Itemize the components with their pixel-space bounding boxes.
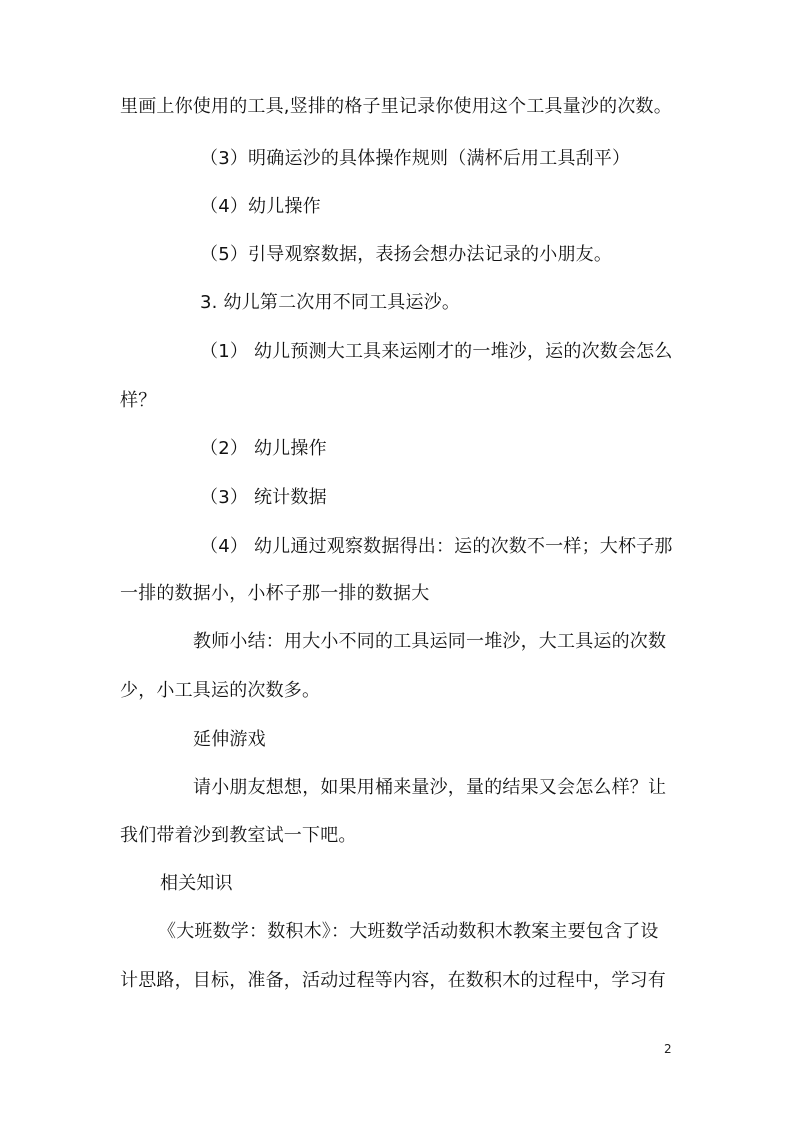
paragraph-line: （3）明确运沙的具体操作规则（满杯后用工具刮平） bbox=[200, 148, 631, 169]
paragraph-line: （2） 幼儿操作 bbox=[200, 438, 327, 459]
paragraph-line: 少，小工具运的次数多。 bbox=[120, 680, 321, 701]
paragraph-line: 3. 幼儿第二次用不同工具运沙。 bbox=[200, 292, 461, 313]
section-heading: 延伸游戏 bbox=[193, 729, 266, 750]
section-heading: 相关知识 bbox=[160, 873, 233, 894]
paragraph-line: 请小朋友想想，如果用桶来量沙，量的结果又会怎么样？让 bbox=[193, 777, 667, 798]
paragraph-line: 一排的数据小，小杯子那一排的数据大 bbox=[120, 583, 430, 604]
paragraph-line: 里画上你使用的工具,竖排的格子里记录你使用这个工具量沙的次数。 bbox=[120, 96, 672, 117]
paragraph-line: 计思路，目标，准备，活动过程等内容，在数积木的过程中，学习有 bbox=[120, 970, 666, 991]
page-number: 2 bbox=[664, 1042, 672, 1056]
paragraph-line: （4） 幼儿通过观察数据得出：运的次数不一样；大杯子那 bbox=[200, 536, 673, 557]
paragraph-line: （4）幼儿操作 bbox=[200, 196, 321, 217]
paragraph-line: （1） 幼儿预测大工具来运刚才的一堆沙，运的次数会怎么 bbox=[200, 341, 673, 362]
paragraph-line: （5）引导观察数据，表扬会想办法记录的小朋友。 bbox=[200, 244, 613, 265]
paragraph-line: 我们带着沙到教室试一下吧。 bbox=[120, 825, 357, 846]
paragraph-line: 样？ bbox=[120, 390, 157, 411]
paragraph-line: （3） 统计数据 bbox=[200, 487, 327, 508]
paragraph-line: 《大班数学：数积木》：大班数学活动数积木教案主要包含了设 bbox=[158, 921, 659, 942]
paragraph-line: 教师小结：用大小不同的工具运同一堆沙，大工具运的次数 bbox=[193, 631, 667, 652]
